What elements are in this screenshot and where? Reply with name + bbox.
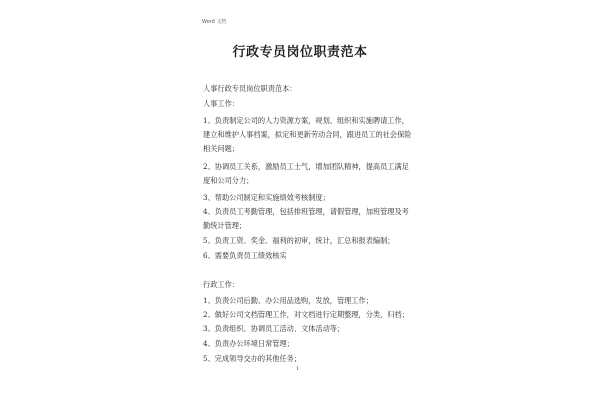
hr-item-4-line-2: 勤统计管理； xyxy=(203,221,247,230)
intro-line: 人事行政专员岗位职责范本： xyxy=(203,84,297,93)
hr-item-4-line-1: 4、负责员工考勤管理，包括排班管理，请假管理，加班管理及考 xyxy=(203,207,409,216)
admin-item-5: 5、完成领导交办的其他任务； xyxy=(203,354,302,363)
hr-item-5: 5、负责工资、奖金、福利的初审，统计，汇总和报表编制； xyxy=(203,236,395,245)
admin-item-1: 1、负责公司后勤、办公用品选购，发放，管理工作； xyxy=(203,296,373,305)
admin-section-heading: 行政工作： xyxy=(203,280,239,289)
hr-item-2-line-2: 度和公司分力； xyxy=(203,176,254,185)
hr-section-heading: 人事工作： xyxy=(203,99,239,108)
admin-item-4: 4、负责办公环境日常管理； xyxy=(203,339,294,348)
admin-item-2: 2、做好公司文档管理工作，对文档进行定期整理，分类，归档； xyxy=(203,310,409,319)
hr-item-1-line-1: 1、负责制定公司的人力资源方案，规划、组织和实施聘请工作， xyxy=(203,116,409,125)
document-header-label: Word 文档 xyxy=(202,19,227,25)
hr-item-6: 6、需要负责员工绩效核实 xyxy=(203,251,287,260)
admin-item-3: 3、负责组织、协调员工活动、文体活动等； xyxy=(203,324,345,333)
hr-item-1-line-2: 建立和维护人事档案，拟定和更新劳动合同，跟进员工的社会保险 xyxy=(203,130,412,139)
document-title: 行政专员岗位职责范本 xyxy=(232,45,368,60)
hr-item-3: 3、帮助公司制定和实施绩效考核制度； xyxy=(203,193,330,202)
hr-item-2-line-1: 2、协调员工关系，激励员工士气，增加团队精神，提高员工满足 xyxy=(203,162,409,171)
page-number: 1 xyxy=(296,366,300,372)
hr-item-1-line-3: 相关问题； xyxy=(203,144,239,153)
